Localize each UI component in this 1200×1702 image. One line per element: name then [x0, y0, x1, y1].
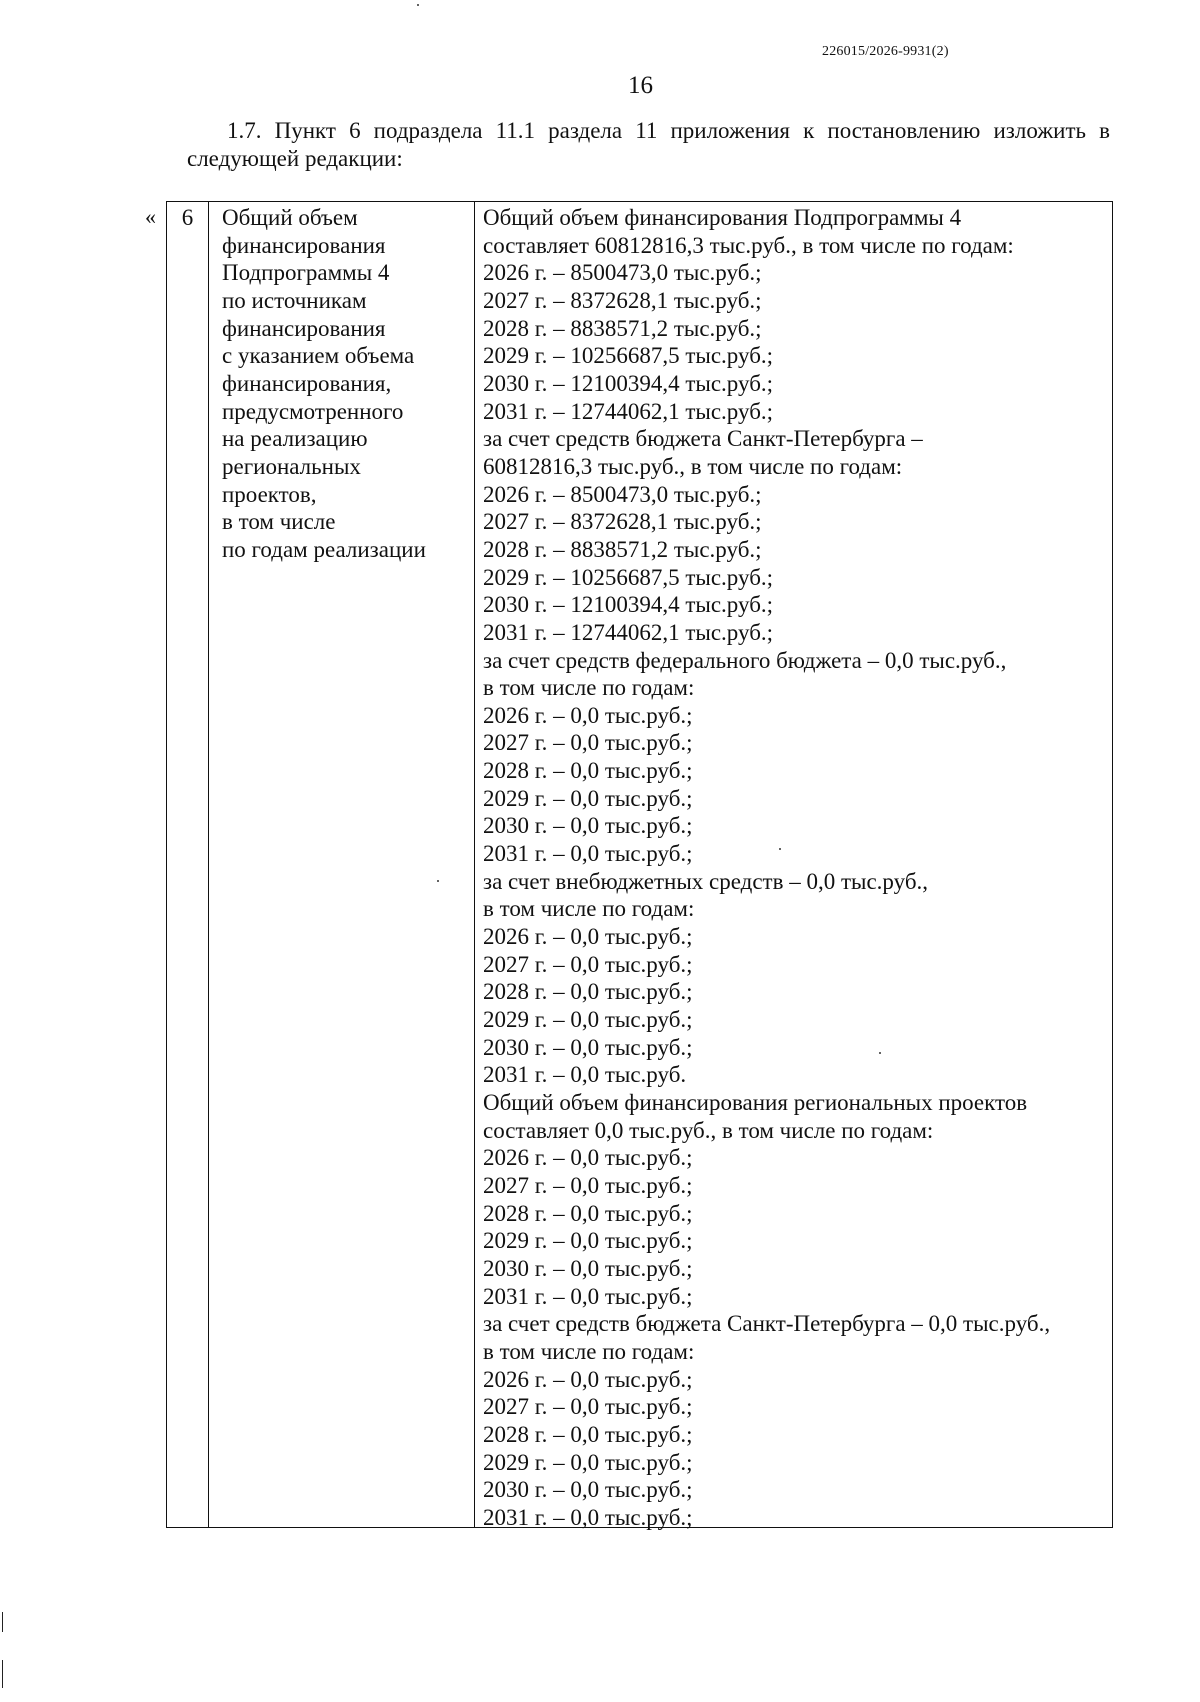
label-line: по источникам	[222, 287, 367, 313]
margin-mark	[2, 1612, 3, 1632]
value-line: 2030 г. – 12100394,4 тыс.руб.;	[483, 370, 774, 396]
value-line: 2030 г. – 0,0 тыс.руб.;	[483, 813, 693, 839]
value-line: 2029 г. – 0,0 тыс.руб.;	[483, 1449, 693, 1475]
value-line: за счет средств бюджета Санкт-Петербурга – 0,0 тыс.руб.,	[483, 1311, 1051, 1337]
label-line: по годам реализации	[222, 536, 426, 562]
label-line: с указанием объема	[222, 343, 415, 369]
value-line: 2030 г. – 0,0 тыс.руб.;	[483, 1255, 693, 1281]
value-line: 2030 г. – 0,0 тыс.руб.;	[483, 1477, 693, 1503]
page-number: 16	[628, 72, 653, 99]
value-line: 2031 г. – 0,0 тыс.руб.;	[483, 1283, 693, 1309]
value-line: в том числе по годам:	[483, 896, 695, 922]
value-line: в том числе по годам:	[483, 675, 695, 701]
document-code: 226015/2026-9931(2)	[822, 44, 949, 59]
value-line: за счет средств федерального бюджета – 0,0 тыс.руб.,	[483, 647, 1007, 673]
value-line: 2030 г. – 0,0 тыс.руб.;	[483, 1034, 693, 1060]
label-line: Общий объем	[222, 205, 358, 230]
value-line: 2028 г. – 8838571,2 тыс.руб.;	[483, 315, 762, 341]
label-line: финансирования,	[222, 370, 392, 396]
value-line: в том числе по годам:	[483, 1338, 695, 1364]
value-line: 2031 г. – 0,0 тыс.руб.;	[483, 1504, 693, 1530]
value-line: за счет внебюджетных средств – 0,0 тыс.руб.,	[483, 868, 929, 894]
value-line: 60812816,3 тыс.руб., в том числе по годам:	[483, 453, 903, 479]
financing-table	[166, 201, 1113, 1528]
scan-speck	[879, 1052, 881, 1054]
value-line: 2031 г. – 0,0 тыс.руб.	[483, 1062, 687, 1088]
column-divider-2	[474, 202, 475, 1527]
margin-mark	[2, 1660, 3, 1688]
value-line: 2026 г. – 0,0 тыс.руб.;	[483, 924, 693, 950]
value-line: 2031 г. – 0,0 тыс.руб.;	[483, 841, 693, 867]
scan-speck	[779, 848, 781, 850]
value-line: 2028 г. – 0,0 тыс.руб.;	[483, 979, 693, 1005]
label-line: Подпрограммы 4	[222, 260, 390, 286]
label-line: предусмотренного	[222, 398, 404, 424]
label-line: проектов,	[222, 481, 317, 507]
value-line: составляет 60812816,3 тыс.руб., в том числе по годам:	[483, 232, 1014, 258]
value-line: 2026 г. – 0,0 тыс.руб.;	[483, 702, 693, 728]
value-line: 2031 г. – 12744062,1 тыс.руб.;	[483, 619, 774, 645]
column-divider-1	[208, 202, 209, 1527]
value-line: 2026 г. – 0,0 тыс.руб.;	[483, 1366, 693, 1392]
value-line: 2028 г. – 0,0 тыс.руб.;	[483, 1200, 693, 1226]
value-line: за счет средств бюджета Санкт-Петербурга –	[483, 426, 923, 452]
value-line: 2031 г. – 12744062,1 тыс.руб.;	[483, 398, 774, 424]
label-line: в том числе	[222, 509, 336, 535]
value-line: 2026 г. – 8500473,0 тыс.руб.;	[483, 260, 762, 286]
label-line: региональных	[222, 453, 361, 479]
value-line: Общий объем финансирования Подпрограммы 4	[483, 205, 962, 230]
value-line: 2027 г. – 0,0 тыс.руб.;	[483, 730, 693, 756]
item-number: 6	[181, 205, 194, 230]
value-line: 2027 г. – 8372628,1 тыс.руб.;	[483, 287, 762, 313]
opening-quote: «	[145, 204, 156, 229]
value-line: 2027 г. – 0,0 тыс.руб.;	[483, 1394, 693, 1420]
item-value	[483, 204, 1108, 1532]
value-line: 2029 г. – 10256687,5 тыс.руб.;	[483, 564, 774, 590]
scan-speck	[417, 4, 419, 6]
value-line: 2026 г. – 8500473,0 тыс.руб.;	[483, 481, 762, 507]
intro-text: 1.7. Пункт 6 подраздела 11.1 раздела 11 приложения к постановлению изложить в следующей редакции:	[187, 118, 1110, 171]
value-line: 2029 г. – 10256687,5 тыс.руб.;	[483, 343, 774, 369]
value-line: 2028 г. – 0,0 тыс.руб.;	[483, 758, 693, 784]
label-line: на реализацию	[222, 426, 368, 452]
value-line: 2028 г. – 0,0 тыс.руб.;	[483, 1421, 693, 1447]
intro-paragraph	[187, 117, 1110, 173]
label-line: финансирования	[222, 232, 386, 258]
value-line: составляет 0,0 тыс.руб., в том числе по годам:	[483, 1117, 934, 1143]
value-line: 2028 г. – 8838571,2 тыс.руб.;	[483, 536, 762, 562]
value-line: 2027 г. – 0,0 тыс.руб.;	[483, 1172, 693, 1198]
scan-speck	[437, 880, 439, 882]
value-line: 2029 г. – 0,0 тыс.руб.;	[483, 1007, 693, 1033]
value-line: 2029 г. – 0,0 тыс.руб.;	[483, 1228, 693, 1254]
value-line: Общий объем финансирования региональных проектов	[483, 1090, 1028, 1115]
item-label	[222, 204, 472, 564]
value-line: 2026 г. – 0,0 тыс.руб.;	[483, 1145, 693, 1171]
label-line: финансирования	[222, 315, 386, 341]
value-line: 2029 г. – 0,0 тыс.руб.;	[483, 785, 693, 811]
value-line: 2027 г. – 0,0 тыс.руб.;	[483, 951, 693, 977]
value-line: 2030 г. – 12100394,4 тыс.руб.;	[483, 592, 774, 618]
value-line: 2027 г. – 8372628,1 тыс.руб.;	[483, 509, 762, 535]
